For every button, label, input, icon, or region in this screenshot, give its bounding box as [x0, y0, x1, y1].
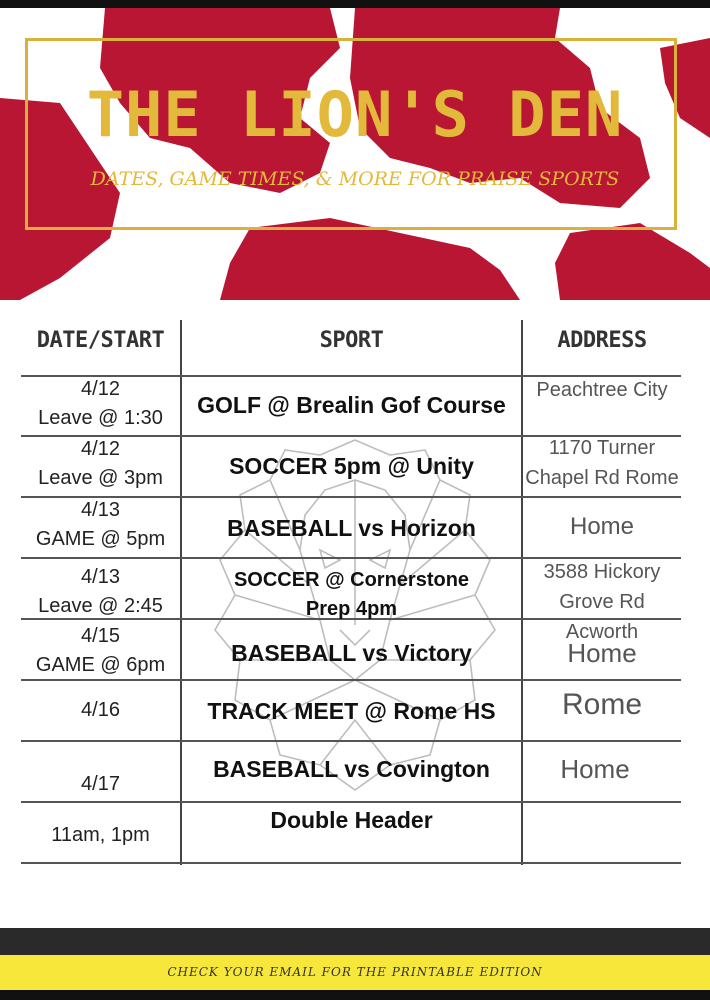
row-address: Home — [560, 754, 630, 784]
table-row — [21, 375, 180, 433]
table-row — [21, 622, 180, 680]
row-sport: BASEBALL vs Victory — [231, 640, 472, 666]
row-address: 3588 Hickory Grove Rd Acworth — [543, 561, 661, 643]
row-start: Leave @ 2:45 — [38, 595, 163, 617]
row-address: 1170 Turner Chapel Rd Rome — [525, 437, 679, 489]
row-date: 4/16 — [81, 699, 120, 721]
row-date: 4/17 — [81, 773, 120, 795]
row-start: GAME @ 6pm — [35, 654, 166, 676]
row-date: 4/12 — [81, 438, 120, 460]
row-sport: SOCCER @ Cornerstone Prep 4pm — [233, 569, 470, 620]
row-divider — [21, 740, 681, 742]
page-title: THE LION'S DEN — [86, 78, 624, 151]
row-start: Leave @ 1:30 — [38, 407, 163, 429]
row-sport: BASEBALL vs Covington — [213, 756, 490, 782]
row-date: 11am, 1pm — [51, 824, 150, 846]
row-sport: TRACK MEET @ Rome HS — [207, 698, 496, 724]
row-sport: GOLF @ Brealin Gof Course — [197, 392, 506, 418]
row-date: 4/12 — [81, 378, 120, 400]
row-start: GAME @ 5pm — [35, 528, 166, 550]
row-address: Home — [569, 513, 635, 540]
row-address: Peachtree City — [536, 379, 668, 401]
bottom-edge-bar — [0, 990, 710, 1000]
dark-photo-strip — [0, 928, 710, 955]
top-edge-bar — [0, 0, 710, 8]
table-row — [21, 821, 180, 850]
row-sport: BASEBALL vs Horizon — [227, 515, 476, 541]
row-start: Leave @ 3pm — [38, 467, 163, 489]
column-header-sport: SPORT — [319, 328, 384, 353]
page-subtitle: DATES, GAME TIMES, & MORE FOR PRAISE SPORTS — [90, 168, 620, 190]
row-date: 4/13 — [81, 499, 120, 521]
row-address: Home — [567, 638, 637, 668]
row-divider — [21, 801, 681, 803]
table-row — [21, 563, 180, 621]
column-header-address: ADDRESS — [557, 328, 647, 353]
row-date: 4/15 — [81, 625, 120, 647]
table-row — [21, 496, 180, 554]
row-divider — [21, 862, 681, 864]
table-row — [21, 770, 180, 799]
footer-text: CHECK YOUR EMAIL FOR THE PRINTABLE EDITION — [167, 965, 543, 979]
row-address: Rome — [561, 688, 643, 721]
table-row — [21, 696, 180, 725]
header-banner — [0, 8, 710, 300]
row-sport: Double Header — [270, 807, 433, 833]
column-header-date: DATE/START — [36, 328, 165, 353]
schedule-table — [21, 320, 681, 865]
table-row — [21, 435, 180, 493]
row-date: 4/13 — [81, 566, 120, 588]
row-sport: SOCCER 5pm @ Unity — [229, 453, 474, 479]
